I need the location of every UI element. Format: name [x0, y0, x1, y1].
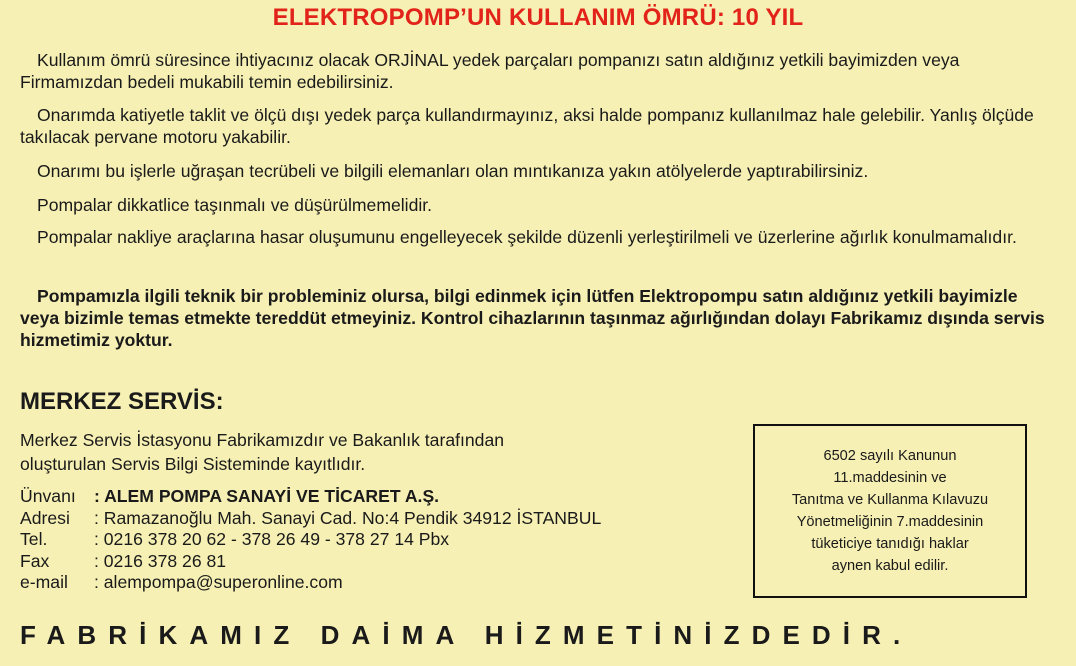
service-description-line-1: Merkez Servis İstasyonu Fabrikamızdır ve Bakanlık tarafından	[20, 430, 505, 450]
service-description-line-2: oluşturulan Servis Bilgi Sisteminde kayıtlıdır.	[20, 454, 366, 474]
email-value: : alempompa@superonline.com	[94, 572, 343, 592]
notice-line: aynen kabul edilir.	[831, 558, 949, 574]
company-name-label: Ünvanı	[20, 486, 76, 506]
address-row	[20, 508, 601, 530]
address-value: : Ramazanoğlu Mah. Sanayi Cad. No:4 Pendik 34912 İSTANBUL	[94, 507, 602, 528]
phone-row	[20, 529, 601, 551]
paragraph-repair-warning: Onarımda katiyetle taklit ve ölçü dışı yedek parça kullandırmayınız, aksi halde pompanız kullanılmaz hale gelebilir. Yanlış ölçüde takılacak pervane motoru yakabilir.	[20, 105, 1034, 147]
paragraph-loading: Pompalar nakliye araçlarına hasar oluşumunu engelleyecek şekilde düzenli yerleştirilmeli ve üzerlerine ağırlık konulmamalıdır.	[37, 227, 1017, 247]
paragraph-spare-parts: Kullanım ömrü süresince ihtiyacınız olacak ORJİNAL yedek parçaları pompanızı satın aldığınız yetkili bayimizden veya Firmamızdan bedeli mukabili temin edebilirsiniz.	[20, 50, 960, 92]
notice-line: 6502 sayılı Kanunun	[823, 448, 957, 464]
notice-line: Yönetmeliğinin 7.maddesinin	[796, 514, 984, 530]
page-title: ELEKTROPOMP’UN KULLANIM ÖMRÜ: 10 YIL	[272, 4, 804, 31]
notice-line: 11.maddesinin ve	[833, 470, 947, 486]
fax-value: : 0216 378 26 81	[94, 550, 227, 571]
service-heading: MERKEZ SERVİS:	[20, 388, 224, 415]
company-name-value: : ALEM POMPA SANAYİ VE TİCARET A.Ş.	[94, 486, 440, 506]
phone-value: : 0216 378 20 62 - 378 26 49 - 378 27 14 Pbx	[94, 529, 450, 549]
legal-notice-box	[753, 424, 1027, 598]
address-label: Adresi	[20, 507, 70, 528]
notice-line: tüketiciye tanıdığı haklar	[811, 536, 969, 552]
company-name-row	[20, 486, 601, 508]
fax-label: Fax	[20, 550, 50, 571]
phone-label: Tel.	[20, 529, 48, 549]
notice-line: Tanıtma ve Kullanma Kılavuzu	[791, 492, 989, 508]
email-label: e-mail	[20, 572, 68, 592]
company-info-table	[20, 486, 601, 594]
email-row	[20, 572, 601, 594]
paragraph-workshops: Onarımı bu işlerle uğraşan tecrübeli ve bilgili elemanları olan mıntıkanıza yakın atölyelerde yaptırabilirsiniz.	[37, 161, 869, 181]
fax-row	[20, 551, 601, 573]
paragraph-transport: Pompalar dikkatlice taşınmalı ve düşürülmemelidir.	[37, 195, 433, 215]
footer-slogan: FABRİKAMIZ DAİMA HİZMETİNİZDEDİR.	[20, 620, 913, 650]
paragraph-contact-notice: Pompamızla ilgili teknik bir probleminiz olursa, bilgi edinmek için lütfen Elektropompu satın aldığınız yetkili bayimizle veya bizimle temas etmekte tereddüt etmeyiniz. Kontrol cihazlarının taşınmaz ağırlığından dolayı Fabrikamız dışında servis hizmetimiz yoktur.	[20, 286, 1045, 350]
